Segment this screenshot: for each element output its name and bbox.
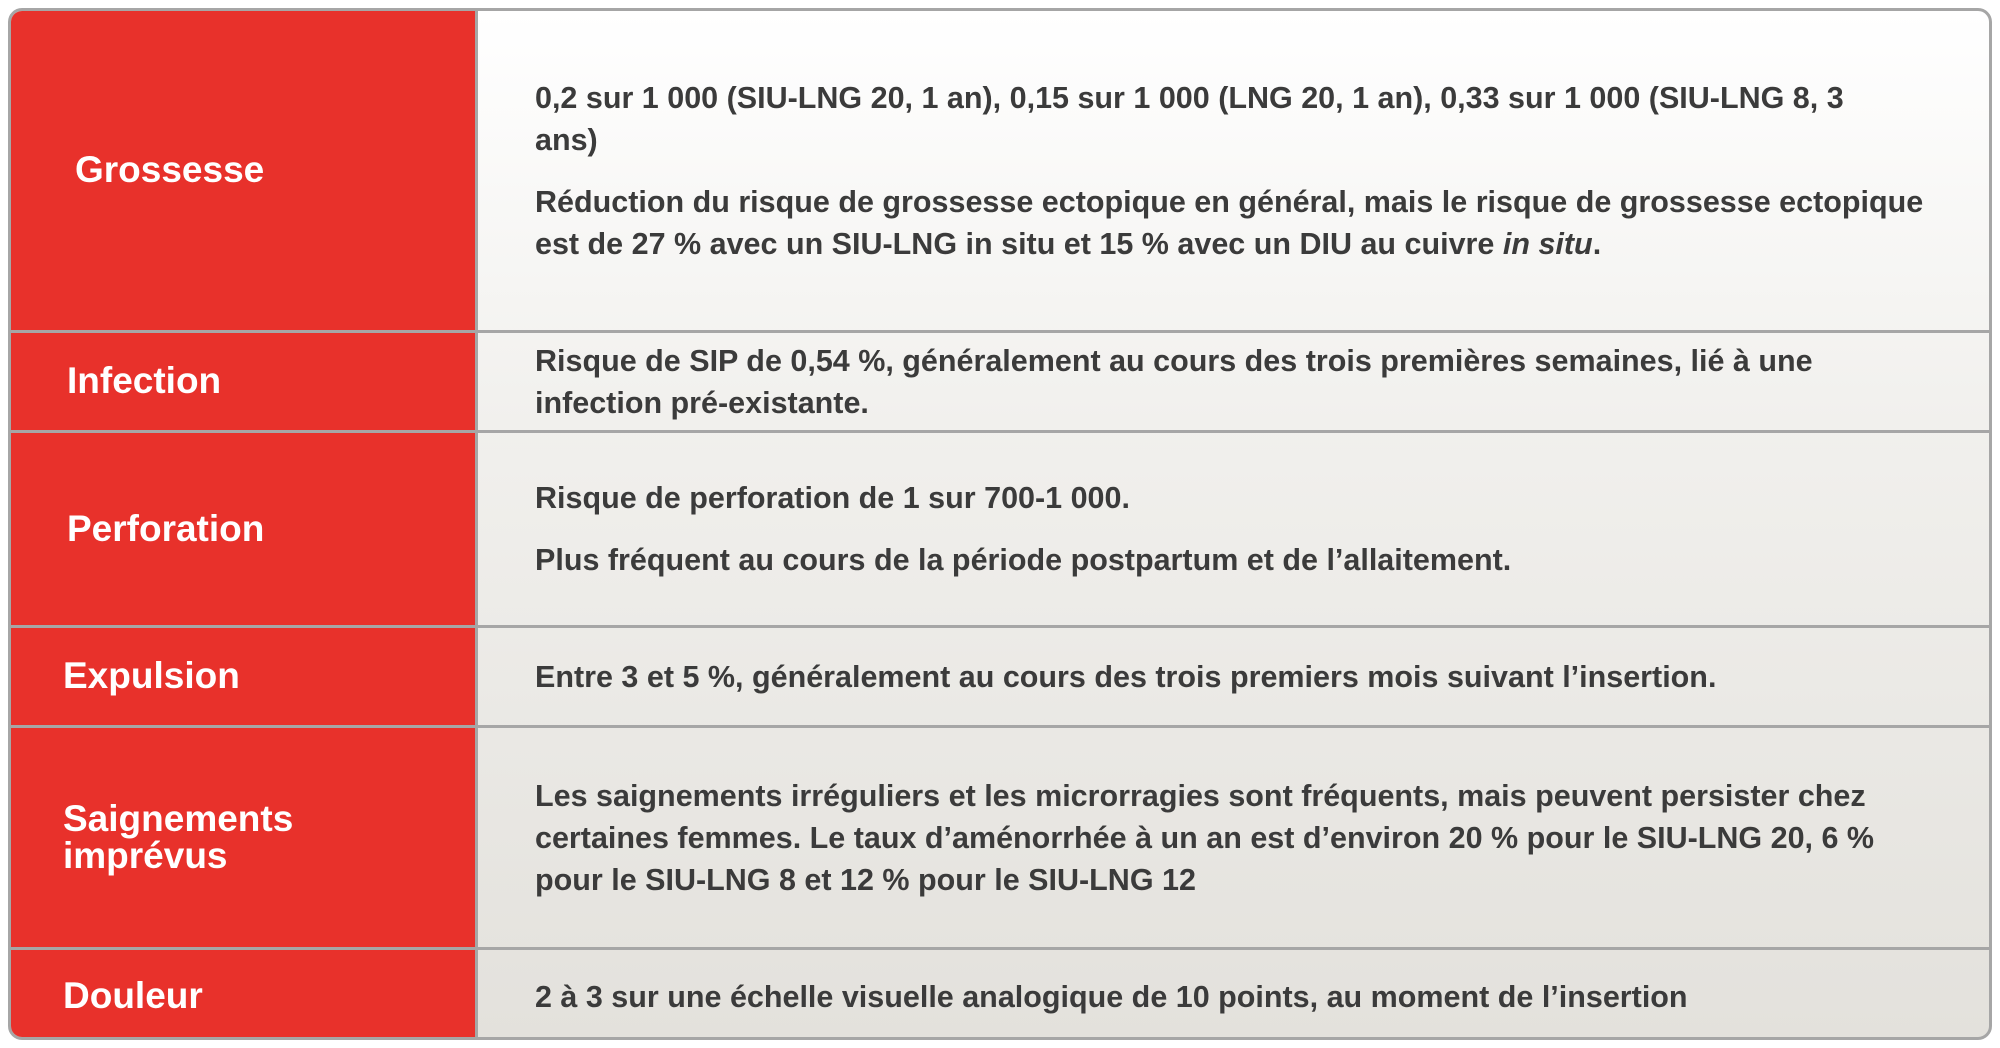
row-label: Perforation	[11, 433, 478, 625]
row-paragraph: Risque de SIP de 0,54 %, généralement au cours des trois premières semaines, lié à une infection pré-existante.	[535, 343, 1813, 420]
row-paragraph: 0,2 sur 1 000 (SIU-LNG 20, 1 an), 0,15 sur 1 000 (LNG 20, 1 an), 0,33 sur 1 000 (SIU-LNG 8, 3 ans)	[535, 80, 1844, 157]
row-label: Infection	[11, 333, 478, 430]
table-row-perforation	[11, 430, 1989, 625]
row-content	[478, 433, 1989, 625]
table-row-infection	[11, 330, 1989, 430]
row-paragraph: 2 à 3 sur une échelle visuelle analogique de 10 points, au moment de l’insertion	[535, 979, 1688, 1014]
row-label: Saignements imprévus	[11, 728, 478, 947]
row-paragraph: Risque de perforation de 1 sur 700-1 000.	[535, 481, 1130, 515]
row-content	[478, 628, 1989, 725]
end-punctuation: .	[1592, 226, 1602, 261]
table-row-saignements	[11, 725, 1989, 947]
row-label: Douleur	[11, 950, 478, 1040]
table-row-grossesse	[11, 11, 1989, 330]
row-content	[478, 333, 1989, 430]
row-content	[478, 950, 1989, 1040]
row-label: Grossesse	[11, 11, 478, 330]
italic-term: in situ	[1502, 226, 1593, 261]
table-row-expulsion	[11, 625, 1989, 725]
row-label: Expulsion	[11, 628, 478, 725]
risk-table	[8, 8, 1992, 1040]
row-paragraph: Entre 3 et 5 %, généralement au cours des trois premiers mois suivant l’insertion.	[535, 659, 1717, 694]
row-paragraph	[535, 181, 1949, 265]
row-paragraph: Plus fréquent au cours de la période postpartum et de l’allaitement.	[535, 543, 1512, 577]
row-content	[478, 728, 1989, 947]
table-row-douleur	[11, 947, 1989, 1040]
row-content	[478, 11, 1989, 330]
row-paragraph: Les saignements irréguliers et les microrragies sont fréquents, mais peuvent persister chez certaines femmes. Le taux d’aménorrhée à un an est d’environ 20 % pour le SIU-LNG 20, 6 % pour le SIU-LNG 8 et 12 % pour le SIU-LNG 12	[535, 778, 1875, 897]
row-paragraph-text: Réduction du risque de grossesse ectopique en général, mais le risque de grossesse ectopique est de 27 % avec un SIU-LNG in situ et 15 % avec un DIU au cuivre	[535, 184, 1924, 261]
